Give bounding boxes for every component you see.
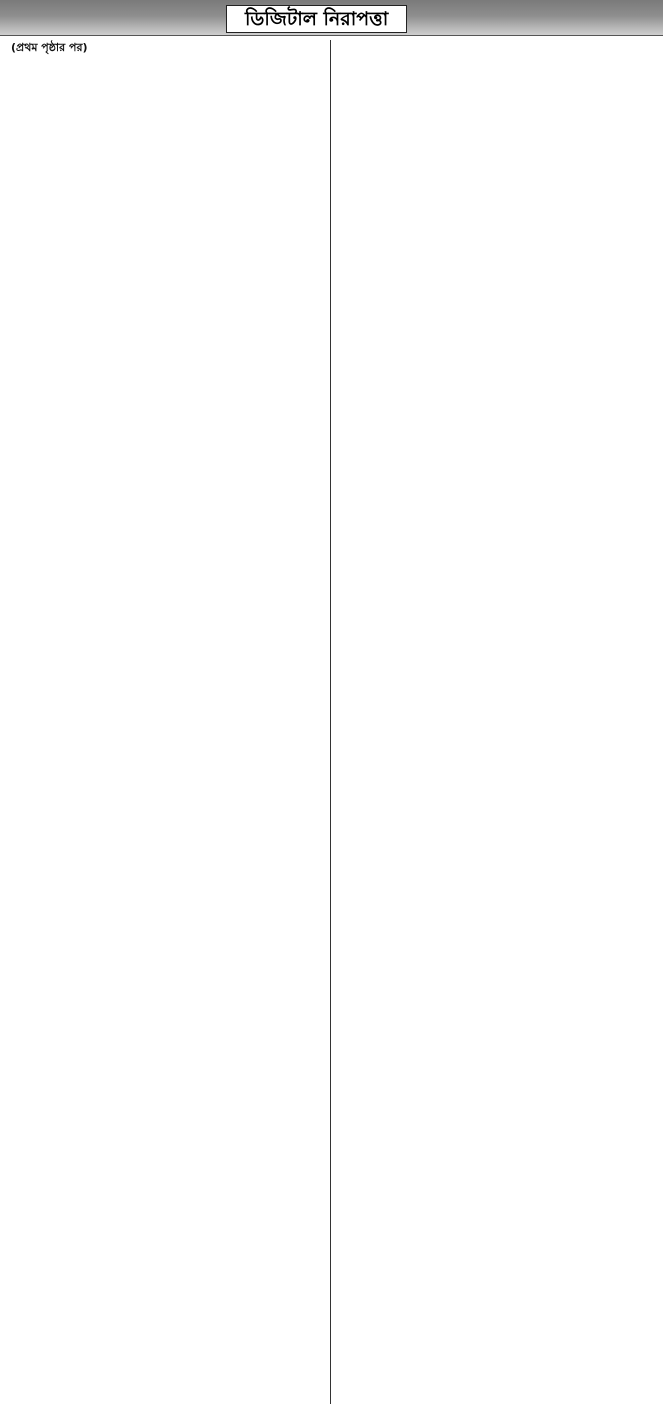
article-paragraph — [11, 40, 325, 57]
article-column-left — [6, 40, 331, 1404]
page-title: ডিজিটাল নিরাপত্তা — [226, 5, 407, 33]
header-band — [0, 0, 663, 36]
article-paragraph — [11, 61, 325, 77]
article-paragraph — [336, 60, 651, 76]
article-column-right — [331, 40, 656, 1404]
article-paragraph — [336, 40, 651, 56]
article-paragraph — [336, 120, 651, 136]
article-paragraph — [11, 121, 325, 137]
article-paragraph — [336, 80, 651, 96]
article-paragraph — [336, 100, 651, 116]
continuation-lead: (প্রথম পৃষ্ঠার পর) — [11, 41, 88, 54]
article-body — [6, 40, 657, 1404]
article-paragraph — [11, 101, 325, 117]
article-paragraph — [11, 81, 325, 97]
